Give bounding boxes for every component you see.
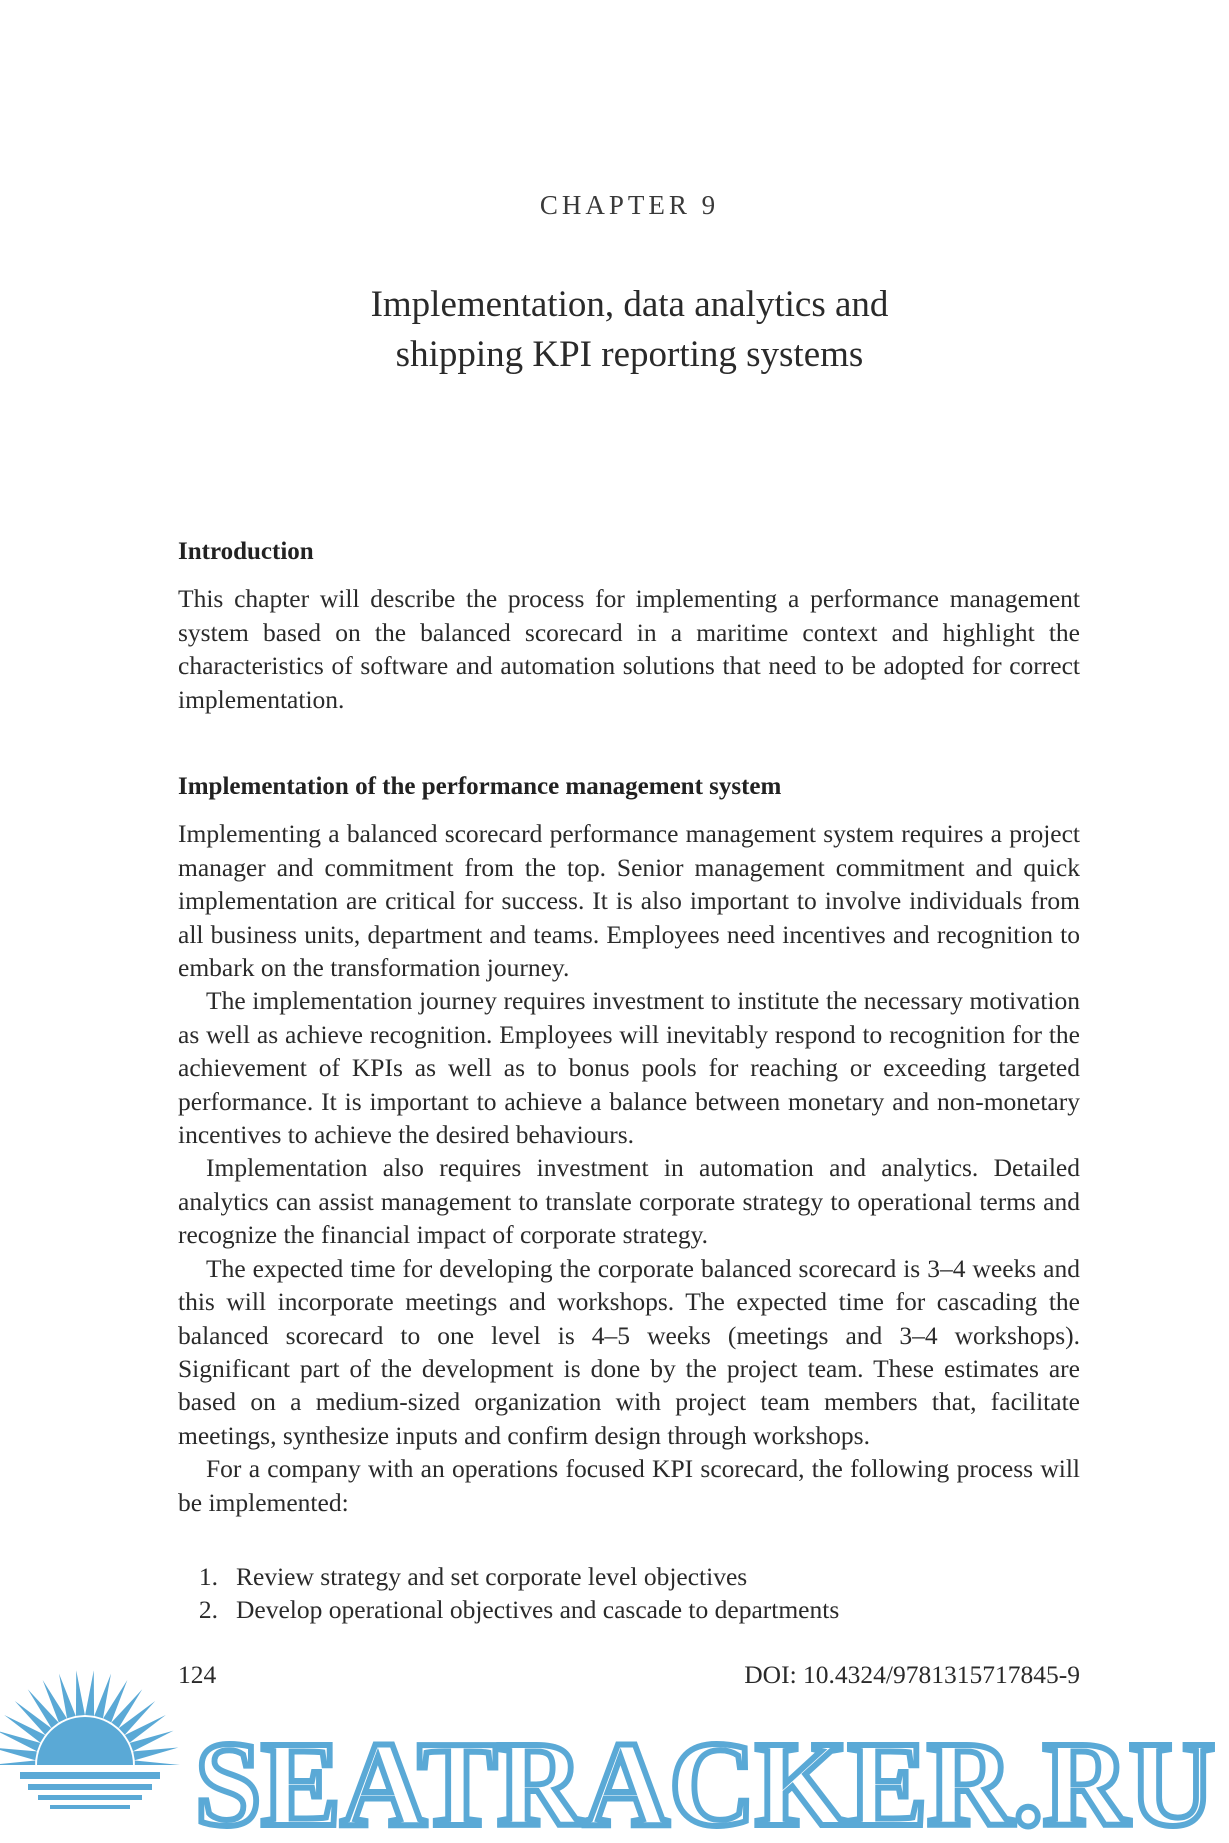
implementation-paragraph-1: Implementing a balanced scorecard performance management system requires a project manager and commitment from the top. Senior management commitment and quick implementation are critical for success. It is also important to involve individuals from all business units, department and teams. Employees need incentives and recognition to embark on the transformation journey.: [178, 819, 1080, 983]
chapter-title-line-1: Implementation, data analytics and: [370, 284, 889, 325]
implementation-paragraph-4: The expected time for developing the corporate balanced scorecard is 3–4 weeks and this will incorporate meetings and workshops. The expected time for cascading the balanced scorecard to one level is 4–5 weeks (meetings and 3–4 workshops). Significant part of the development is done by the project team. These estimates are based on a medium-sized organization with project team members that, facilitate meetings, synthesize inputs and confirm design through workshops.: [178, 1253, 1080, 1450]
sunburst-ray: [133, 1748, 178, 1761]
chapter-title-line-2: shipping KPI reporting systems: [395, 334, 864, 375]
introduction-heading: Introduction: [178, 538, 314, 565]
list-item-number: 1.: [198, 1562, 218, 1591]
chapter-title: [0, 280, 1229, 380]
introduction-section: [178, 535, 1080, 716]
watermark-text: SEATRACKER.RU: [195, 1717, 1215, 1843]
sunburst-ray: [0, 1748, 37, 1761]
watermark-logo: [0, 1660, 1229, 1843]
list-item-number: 2.: [198, 1595, 218, 1625]
chapter-label: CHAPTER 9: [539, 190, 720, 220]
implementation-heading: Implementation of the performance management system: [178, 773, 782, 800]
page-number: 124: [178, 1660, 217, 1689]
introduction-paragraph: This chapter will describe the process for implementing a performance management system based on the balanced scorecard in a maritime context and highlight the characteristics of software and automation solutions that need to be adopted for correct implementation.: [178, 584, 1080, 714]
sunburst-ray: [85, 1670, 94, 1715]
list-item-text: Develop operational objectives and cascade to departments: [236, 1595, 840, 1625]
implementation-paragraph-3: Implementation also requires investment in automation and analytics. Detailed analytics can assist management to translate corporate strategy to operational terms and recognize the financial impact of corporate strategy.: [178, 1153, 1080, 1250]
implementation-section: [178, 770, 1080, 1519]
implementation-paragraph-5: For a company with an operations focused KPI scorecard, the following process will be implemented:: [178, 1454, 1080, 1517]
sunburst-ray: [76, 1670, 85, 1715]
process-list: [0, 1560, 1229, 1627]
list-item-text: Review strategy and set corporate level objectives: [236, 1562, 748, 1591]
doi-text: DOI: 10.4324/9781315717845-9: [744, 1660, 1080, 1689]
list-item: [0, 1593, 1229, 1626]
implementation-paragraph-2: The implementation journey requires investment to institute the necessary motivation as well as achieve recognition. Employees will inevitably respond to recognition for the achievement of KPIs as well as to bonus pools for reaching or exceeding targeted performance. It is important to achieve a balance between monetary and non-monetary incentives to achieve the desired behaviours.: [178, 986, 1080, 1150]
list-item: [0, 1560, 1229, 1593]
